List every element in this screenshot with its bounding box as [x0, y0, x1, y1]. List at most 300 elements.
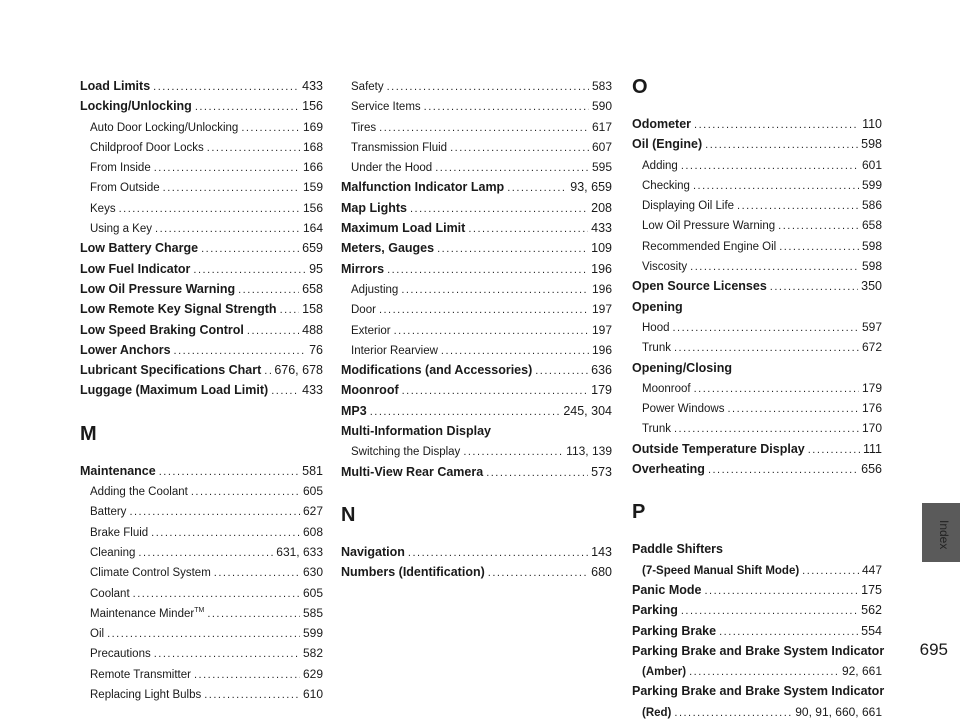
- dot-leader: [194, 665, 300, 685]
- index-heading-paddle-shifters: Paddle Shifters: [632, 542, 723, 557]
- section-letter-n: N: [341, 503, 356, 526]
- index-entry: [80, 76, 323, 96]
- dot-leader: [694, 115, 859, 135]
- entry-group: [632, 560, 882, 641]
- index-entry: [80, 623, 323, 643]
- dot-leader: [450, 138, 589, 158]
- index-entry-pages[interactable]: 156: [302, 200, 323, 215]
- index-entry-pages[interactable]: 627: [302, 504, 323, 519]
- index-entry-pages[interactable]: 605: [302, 484, 323, 499]
- index-entry-term: Viscosity: [642, 261, 688, 274]
- index-entry-pages[interactable]: 143: [591, 544, 612, 559]
- index-entry: [80, 522, 323, 542]
- index-entry-term: Panic Mode: [632, 582, 702, 597]
- index-entry-term: Trunk: [642, 342, 671, 355]
- index-entry-pages[interactable]: 175: [861, 582, 882, 597]
- index-entry-pages[interactable]: 433: [302, 383, 323, 398]
- index-entry-pages[interactable]: 656: [861, 462, 882, 477]
- dot-leader: [437, 239, 588, 259]
- index-entry: [341, 238, 612, 258]
- index-heading-opening-closing: Opening/Closing: [632, 360, 732, 375]
- section-letter-o: O: [632, 76, 648, 98]
- index-entry-term: Maintenance: [80, 463, 156, 478]
- index-heading-opening: Opening: [632, 299, 683, 314]
- index-entry: [632, 276, 882, 296]
- index-entry-pages[interactable]: 159: [302, 180, 323, 195]
- index-entry: [341, 340, 612, 360]
- dot-leader: [379, 300, 589, 320]
- index-entry: [80, 320, 323, 340]
- index-entry-pages[interactable]: 672: [861, 340, 882, 355]
- index-entry-pages[interactable]: 93, 659: [570, 180, 612, 195]
- index-entry-term: Lubricant Specifications Chart: [80, 363, 262, 378]
- index-entry-term: Coolant: [90, 587, 130, 600]
- index-entry-term: Low Battery Charge: [80, 241, 199, 256]
- index-entry-term: Trunk: [642, 423, 671, 436]
- index-entry: [80, 481, 323, 501]
- dot-leader: [153, 77, 299, 97]
- dot-leader: [673, 318, 859, 338]
- index-entry-term: Adding: [642, 159, 678, 172]
- index-entry-term: Brake Fluid: [90, 526, 149, 539]
- index-entry-pages[interactable]: 582: [302, 646, 323, 661]
- index-entry-pages[interactable]: 676, 678: [274, 363, 323, 378]
- index-entry-pages[interactable]: 659: [302, 241, 323, 256]
- section-letter-m: M: [80, 422, 97, 445]
- dot-leader: [379, 118, 589, 138]
- index-entry-pages[interactable]: 110: [862, 117, 882, 131]
- index-entry-term: Tires: [351, 121, 377, 134]
- dot-leader: [463, 442, 563, 462]
- index-entry: [80, 198, 323, 218]
- index-entry-pages[interactable]: 92, 661: [841, 664, 882, 679]
- index-entry-pages[interactable]: 630: [302, 565, 323, 580]
- index-entry: [80, 299, 323, 319]
- dot-leader: [737, 196, 859, 216]
- index-entry-pages[interactable]: 610: [302, 687, 323, 702]
- index-entry: [80, 177, 323, 197]
- dot-leader: [401, 280, 589, 300]
- dot-leader: [802, 561, 859, 581]
- dot-leader: [155, 219, 300, 239]
- index-entry: [632, 155, 882, 175]
- dot-leader: [704, 581, 858, 601]
- index-entry-pages[interactable]: 599: [302, 626, 323, 641]
- index-entry: [341, 259, 612, 279]
- index-entry-term: From Inside: [90, 162, 151, 175]
- dot-leader: [238, 280, 299, 300]
- dot-leader: [693, 176, 859, 196]
- dot-leader: [201, 239, 299, 259]
- index-entry-term: Parking Brake: [632, 623, 717, 638]
- index-entry-term: Mirrors: [341, 261, 385, 276]
- index-entry: [80, 583, 323, 603]
- index-entry: [632, 175, 882, 195]
- index-entry-term: Service Items: [351, 101, 421, 114]
- index-entry-pages[interactable]: 196: [591, 261, 612, 276]
- dot-leader: [271, 381, 299, 401]
- index-entry-term: Transmission Fluid: [351, 141, 448, 154]
- index-entry-term: Low Speed Braking Control: [80, 322, 244, 337]
- dot-leader: [394, 321, 589, 341]
- index-entry: [632, 560, 882, 580]
- index-entry: [80, 360, 323, 380]
- index-entry-term: Recommended Engine Oil: [642, 240, 777, 253]
- entry-group: [632, 317, 882, 358]
- index-entry-term: Auto Door Locking/Unlocking: [90, 121, 239, 134]
- dot-leader: [410, 199, 588, 219]
- dot-leader: [507, 178, 567, 198]
- index-entry: [632, 236, 882, 256]
- entry-group: [341, 542, 612, 583]
- entry-group: [80, 461, 323, 705]
- index-entry-pages[interactable]: 76: [309, 342, 323, 357]
- index-entry-pages[interactable]: 168: [302, 139, 323, 154]
- index-entry-pages[interactable]: 680: [591, 565, 612, 580]
- index-entry-pages[interactable]: 158: [302, 302, 323, 317]
- index-entry-pages[interactable]: 169: [302, 119, 323, 134]
- dot-leader: [387, 260, 588, 280]
- index-entry-pages[interactable]: 113, 139: [566, 444, 612, 459]
- index-entry-pages[interactable]: 636: [591, 363, 612, 378]
- entry-group: [632, 661, 882, 681]
- index-entry-term: Numbers (Identification): [341, 565, 485, 580]
- index-column-1: [80, 76, 323, 704]
- dot-leader: [535, 361, 588, 381]
- index-entry-term: Remote Transmitter: [90, 668, 191, 681]
- entry-group: [80, 76, 323, 401]
- trademark-superscript: TM: [194, 607, 205, 614]
- index-entry-term: Cleaning: [90, 546, 136, 559]
- index-entry-term: Locking/Unlocking: [80, 99, 192, 114]
- index-entry: [80, 96, 323, 116]
- index-entry-pages[interactable]: 433: [591, 221, 612, 236]
- entry-group: [632, 702, 882, 722]
- index-entry-term: Replacing Light Bulbs: [90, 689, 202, 702]
- index-entry-term: Navigation: [341, 544, 405, 559]
- index-entry: [80, 380, 323, 400]
- index-entry: [80, 461, 323, 481]
- index-entry: [80, 117, 323, 137]
- index-entry: [632, 317, 882, 337]
- dot-leader: [681, 601, 858, 621]
- index-entry-term: Open Source Licenses: [632, 279, 767, 294]
- dot-leader: [191, 482, 300, 502]
- index-entry-term: Door: [351, 304, 376, 317]
- dot-leader: [129, 502, 300, 522]
- index-entry-pages[interactable]: 598: [861, 259, 882, 274]
- index-entry-pages[interactable]: 599: [861, 177, 882, 192]
- index-entry-term: Using a Key: [90, 223, 153, 236]
- index-entry-term: Meters, Gauges: [341, 241, 435, 256]
- index-entry-term: Lower Anchors: [80, 342, 171, 357]
- index-column-2: [341, 76, 612, 583]
- dot-leader: [159, 462, 299, 482]
- entry-group: [632, 378, 882, 479]
- index-entry: [341, 401, 612, 421]
- index-entry-pages[interactable]: 554: [861, 623, 882, 638]
- index-entry-term: Multi-View Rear Camera: [341, 464, 484, 479]
- index-entry-term: Maintenance Minder™: [90, 607, 205, 620]
- index-entry-term: Checking: [642, 179, 690, 192]
- index-entry-pages[interactable]: 109: [591, 241, 612, 256]
- index-entry-pages[interactable]: 164: [302, 221, 323, 236]
- index-entry: [341, 157, 612, 177]
- index-entry-term: Overheating: [632, 462, 705, 477]
- index-entry-term: Luggage (Maximum Load Limit): [80, 383, 269, 398]
- dot-leader: [705, 135, 858, 155]
- index-entry-term: Interior Rearview: [351, 344, 438, 357]
- dot-leader: [708, 460, 858, 480]
- dot-leader: [689, 662, 839, 682]
- index-entry: [80, 643, 323, 663]
- dot-leader: [727, 399, 859, 419]
- index-entry: [80, 238, 323, 258]
- index-entry-term: Malfunction Indicator Lamp: [341, 180, 505, 195]
- index-entry: [80, 664, 323, 684]
- index-entry-term: Safety: [351, 81, 384, 93]
- entry-group: [632, 114, 882, 297]
- index-entry: [632, 600, 882, 620]
- index-entry: [632, 661, 882, 681]
- index-entry-pages[interactable]: 179: [861, 380, 882, 395]
- index-entry-pages[interactable]: 196: [591, 281, 612, 296]
- index-entry-pages[interactable]: 562: [861, 603, 882, 618]
- index-entry: [341, 562, 612, 582]
- index-entry-term: Map Lights: [341, 200, 407, 215]
- index-entry-term: Keys: [90, 202, 116, 215]
- dot-leader: [402, 381, 589, 401]
- index-entry-pages[interactable]: 179: [591, 383, 612, 398]
- index-entry: [341, 117, 612, 137]
- index-entry-pages[interactable]: 581: [302, 463, 323, 478]
- dot-leader: [719, 622, 858, 642]
- dot-leader: [154, 158, 300, 178]
- index-entry: [341, 218, 612, 238]
- index-entry-pages[interactable]: 607: [591, 139, 612, 154]
- index-entry: [341, 462, 612, 482]
- index-entry-term: Climate Control System: [90, 567, 211, 580]
- index-entry-term: Adding the Coolant: [90, 486, 188, 499]
- dot-leader: [207, 138, 300, 158]
- index-entry-term: (Amber): [642, 666, 687, 679]
- dot-leader: [241, 118, 300, 138]
- index-heading-multi-information-display: Multi-Information Display: [341, 424, 491, 439]
- dot-leader: [690, 257, 859, 277]
- dot-leader: [163, 178, 300, 198]
- index-entry-pages[interactable]: 488: [302, 322, 323, 337]
- index-entry: [341, 198, 612, 218]
- dot-leader: [195, 97, 299, 117]
- index-entry-pages[interactable]: 170: [861, 421, 882, 436]
- index-entry-term: Low Remote Key Signal Strength: [80, 302, 277, 317]
- index-entry-term: Odometer: [632, 117, 692, 131]
- index-entry-pages[interactable]: 585: [302, 605, 323, 620]
- index-entry: [341, 320, 612, 340]
- index-entry: [341, 441, 612, 461]
- dot-leader: [138, 543, 273, 563]
- dot-leader: [681, 156, 859, 176]
- index-entry-term: Exterior: [351, 324, 391, 337]
- index-entry: [632, 621, 882, 641]
- dot-leader: [674, 419, 859, 439]
- index-entry: [632, 215, 882, 235]
- dot-leader: [370, 402, 561, 422]
- dot-leader: [779, 237, 859, 257]
- index-column-3: [632, 76, 885, 722]
- index-heading-parking-brake-red: Parking Brake and Brake System Indicator: [632, 684, 885, 699]
- index-entry-term: Moonroof: [341, 383, 399, 398]
- index-entry-pages[interactable]: 629: [302, 666, 323, 681]
- dot-leader: [808, 440, 860, 460]
- index-entry-term: (Red): [642, 706, 672, 719]
- entry-group: [341, 441, 612, 482]
- index-entry-term: Outside Temperature Display: [632, 441, 805, 456]
- dot-leader: [770, 277, 858, 297]
- index-entry-pages[interactable]: 605: [302, 585, 323, 600]
- index-entry-pages[interactable]: 608: [302, 524, 323, 539]
- index-entry-term: Modifications (and Accessories): [341, 363, 533, 378]
- index-entry: [632, 337, 882, 357]
- index-entry-pages[interactable]: 586: [861, 198, 882, 213]
- dot-leader: [280, 300, 300, 320]
- dot-leader: [264, 361, 271, 381]
- dot-leader: [151, 523, 300, 543]
- index-entry: [80, 603, 323, 623]
- index-entry-term: Oil: [90, 628, 105, 641]
- dot-leader: [174, 341, 307, 361]
- page-number: 695: [919, 640, 948, 659]
- index-entry: [632, 459, 882, 479]
- dot-leader: [674, 338, 859, 358]
- dot-leader: [193, 260, 306, 280]
- index-entry-term: Battery: [90, 506, 127, 519]
- index-entry-term: (7-Speed Manual Shift Mode): [642, 564, 800, 577]
- index-entry-pages[interactable]: 245, 304: [563, 403, 612, 418]
- index-entry-term: Hood: [642, 321, 670, 334]
- dot-leader: [778, 216, 859, 236]
- index-entry-term: Switching the Display: [351, 446, 461, 459]
- index-entry-term: Low Fuel Indicator: [80, 261, 191, 276]
- index-entry: [341, 177, 612, 197]
- index-entry-term: Precautions: [90, 648, 151, 661]
- index-entry: [632, 580, 882, 600]
- index-entry: [80, 542, 323, 562]
- dot-leader: [107, 624, 300, 644]
- index-entry: [341, 299, 612, 319]
- dot-leader: [207, 604, 300, 624]
- dot-leader: [387, 77, 589, 97]
- index-entry: [341, 360, 612, 380]
- index-entry-term: Under the Hood: [351, 162, 433, 175]
- index-entry-pages[interactable]: 350: [861, 279, 882, 294]
- index-entry: [80, 279, 323, 299]
- index-entry-pages[interactable]: 111: [862, 441, 882, 456]
- index-entry-pages[interactable]: 166: [302, 160, 323, 175]
- index-entry: [341, 76, 612, 96]
- dot-leader: [408, 543, 588, 563]
- index-entry-pages[interactable]: 597: [861, 319, 882, 334]
- index-entry-pages[interactable]: 197: [591, 322, 612, 337]
- index-entry: [632, 256, 882, 276]
- index-heading-parking-brake-amber: Parking Brake and Brake System Indicator: [632, 643, 885, 658]
- index-entry-term: Childproof Door Locks: [90, 141, 204, 154]
- index-entry: [632, 195, 882, 215]
- index-entry-term: Low Oil Pressure Warning: [642, 220, 776, 233]
- index-entry: [80, 340, 323, 360]
- index-entry-pages[interactable]: 433: [302, 79, 323, 93]
- index-entry: [632, 702, 882, 722]
- index-entry: [80, 684, 323, 704]
- index-entry-pages[interactable]: 208: [591, 200, 612, 215]
- index-entry-term: Moonroof: [642, 382, 691, 395]
- dot-leader: [468, 219, 588, 239]
- index-entry-pages[interactable]: 631, 633: [276, 544, 323, 559]
- index-entry-pages[interactable]: 598: [861, 238, 882, 253]
- index-entry: [80, 501, 323, 521]
- index-entry-pages[interactable]: 156: [302, 99, 323, 114]
- index-entry-pages[interactable]: 573: [591, 464, 612, 479]
- dot-leader: [154, 644, 300, 664]
- index-entry-term: Low Oil Pressure Warning: [80, 281, 236, 296]
- index-entry: [632, 134, 882, 154]
- index-entry-pages[interactable]: 583: [591, 79, 612, 93]
- index-entry: [632, 378, 882, 398]
- index-entry-term: Load Limits: [80, 79, 151, 93]
- index-side-tab-label: Index: [937, 520, 951, 550]
- index-entry: [80, 137, 323, 157]
- index-entry: [341, 542, 612, 562]
- dot-leader: [119, 199, 300, 219]
- index-entry-pages[interactable]: 598: [861, 137, 882, 152]
- dot-leader: [488, 563, 588, 583]
- index-entry-pages[interactable]: 197: [591, 302, 612, 317]
- index-entry-pages[interactable]: 447: [861, 562, 882, 577]
- index-entry-term: Power Windows: [642, 403, 725, 416]
- index-entry-term: MP3: [341, 403, 367, 418]
- dot-leader: [214, 563, 300, 583]
- index-entry-term: Oil (Engine): [632, 137, 703, 152]
- index-entry: [341, 96, 612, 116]
- index-entry: [632, 439, 882, 459]
- index-entry: [341, 279, 612, 299]
- index-entry: [341, 380, 612, 400]
- dot-leader: [247, 321, 299, 341]
- index-entry-pages[interactable]: 590: [591, 99, 612, 114]
- index-entry-term: Displaying Oil Life: [642, 200, 735, 213]
- index-entry-pages[interactable]: 196: [591, 342, 612, 357]
- index-entry-pages[interactable]: 595: [591, 160, 612, 175]
- index-entry-pages[interactable]: 658: [302, 281, 323, 296]
- index-entry: [80, 157, 323, 177]
- index-entry-term: Maximum Load Limit: [341, 221, 466, 236]
- index-entry-pages[interactable]: 601: [861, 157, 882, 172]
- index-entry-pages[interactable]: 658: [861, 218, 882, 233]
- index-entry: [632, 114, 882, 134]
- index-entry-term: From Outside: [90, 182, 160, 195]
- index-entry: [632, 418, 882, 438]
- index-entry-pages[interactable]: 90, 91, 660, 661: [795, 704, 882, 719]
- index-entry-term: Adjusting: [351, 283, 399, 296]
- index-entry-pages[interactable]: 176: [861, 401, 882, 416]
- index-entry-pages[interactable]: 617: [591, 119, 612, 134]
- index-entry: [80, 562, 323, 582]
- index-entry: [632, 398, 882, 418]
- index-entry-pages[interactable]: 95: [309, 261, 323, 276]
- dot-leader: [694, 379, 859, 399]
- dot-leader: [424, 97, 589, 117]
- index-entry: [80, 259, 323, 279]
